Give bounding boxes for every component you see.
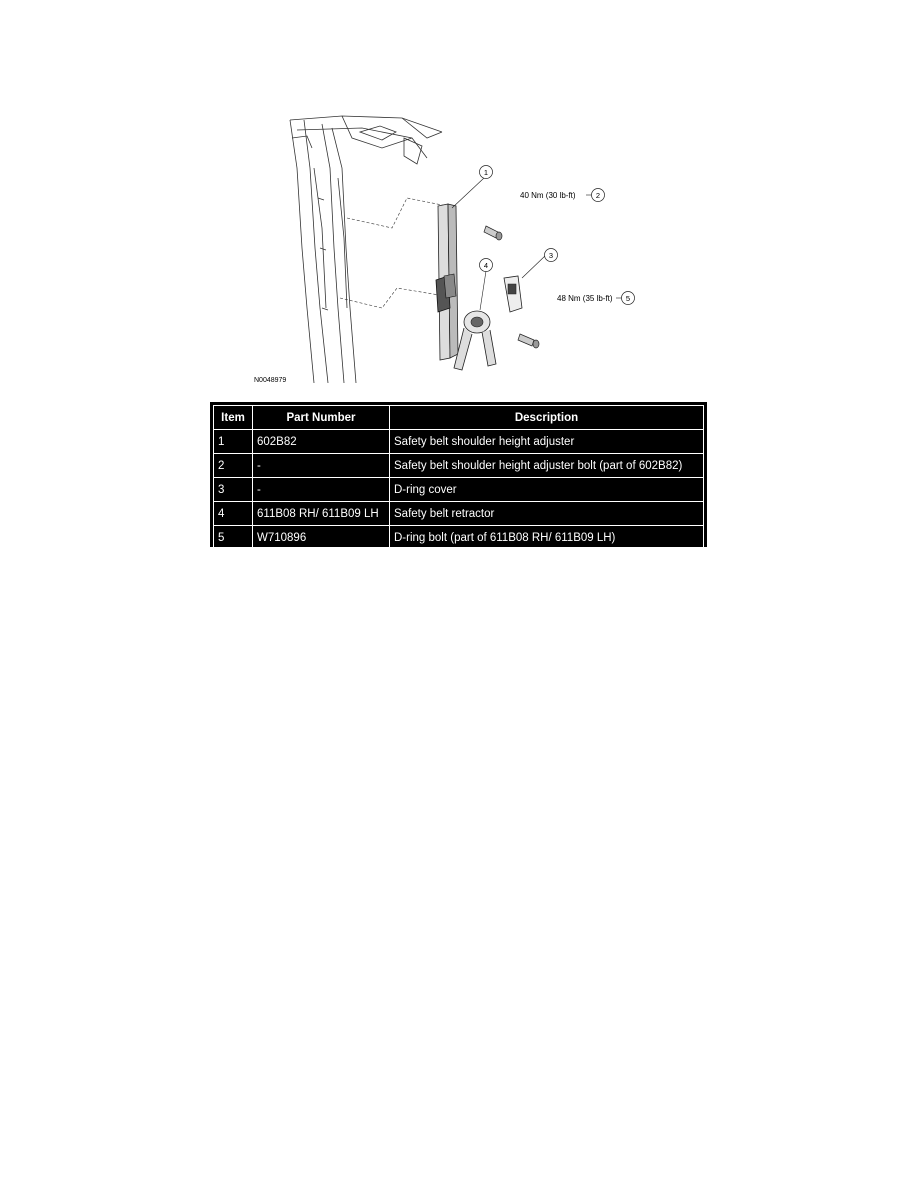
cell-part-number: W710896 [253,526,390,550]
cell-part-number: - [253,454,390,478]
figure-id: N0048979 [254,377,287,384]
d-ring-retractor [454,311,496,370]
cell-item: 1 [214,430,253,454]
cell-item: 5 [214,526,253,550]
header-part-number: Part Number [253,406,390,430]
table-row [214,502,704,526]
b-pillar-structure [290,116,442,383]
svg-text:1: 1 [483,168,489,177]
exploded-view-illustration [252,108,672,388]
adjuster-bolt [484,226,502,240]
svg-text:5: 5 [625,294,631,303]
callout-2 [520,189,605,202]
parts-table-grid [213,405,704,550]
table-row [214,454,704,478]
cell-item: 2 [214,454,253,478]
table-header-row [214,406,704,430]
d-ring-cover [504,276,522,312]
cell-item: 3 [214,478,253,502]
cell-item: 4 [214,502,253,526]
cell-description: D-ring cover [390,478,704,502]
d-ring-bolt [518,334,539,348]
callout-1 [480,166,493,179]
svg-text:4: 4 [483,261,489,270]
header-description: Description [390,406,704,430]
table-row [214,430,704,454]
header-item: Item [214,406,253,430]
callout-3 [545,249,558,262]
cell-part-number: 611B08 RH/ 611B09 LH [253,502,390,526]
table-row [214,526,704,550]
cell-description: D-ring bolt (part of 611B08 RH/ 611B09 LH) [390,526,704,550]
svg-text:3: 3 [548,251,554,260]
callout-5 [557,292,635,305]
pillar-illustration [252,108,672,388]
table-row [214,478,704,502]
height-adjuster [436,204,458,360]
cell-part-number: 602B82 [253,430,390,454]
callout-4 [480,259,493,272]
cell-description: Safety belt shoulder height adjuster [390,430,704,454]
svg-text:2: 2 [595,191,601,200]
cell-part-number: - [253,478,390,502]
cell-description: Safety belt shoulder height adjuster bolt (part of 602B82) [390,454,704,478]
svg-text:48 Nm (35 lb-ft): 48 Nm (35 lb-ft) [557,294,613,303]
svg-text:40 Nm (30 lb-ft): 40 Nm (30 lb-ft) [520,191,576,200]
cell-description: Safety belt retractor [390,502,704,526]
parts-table [210,402,707,547]
